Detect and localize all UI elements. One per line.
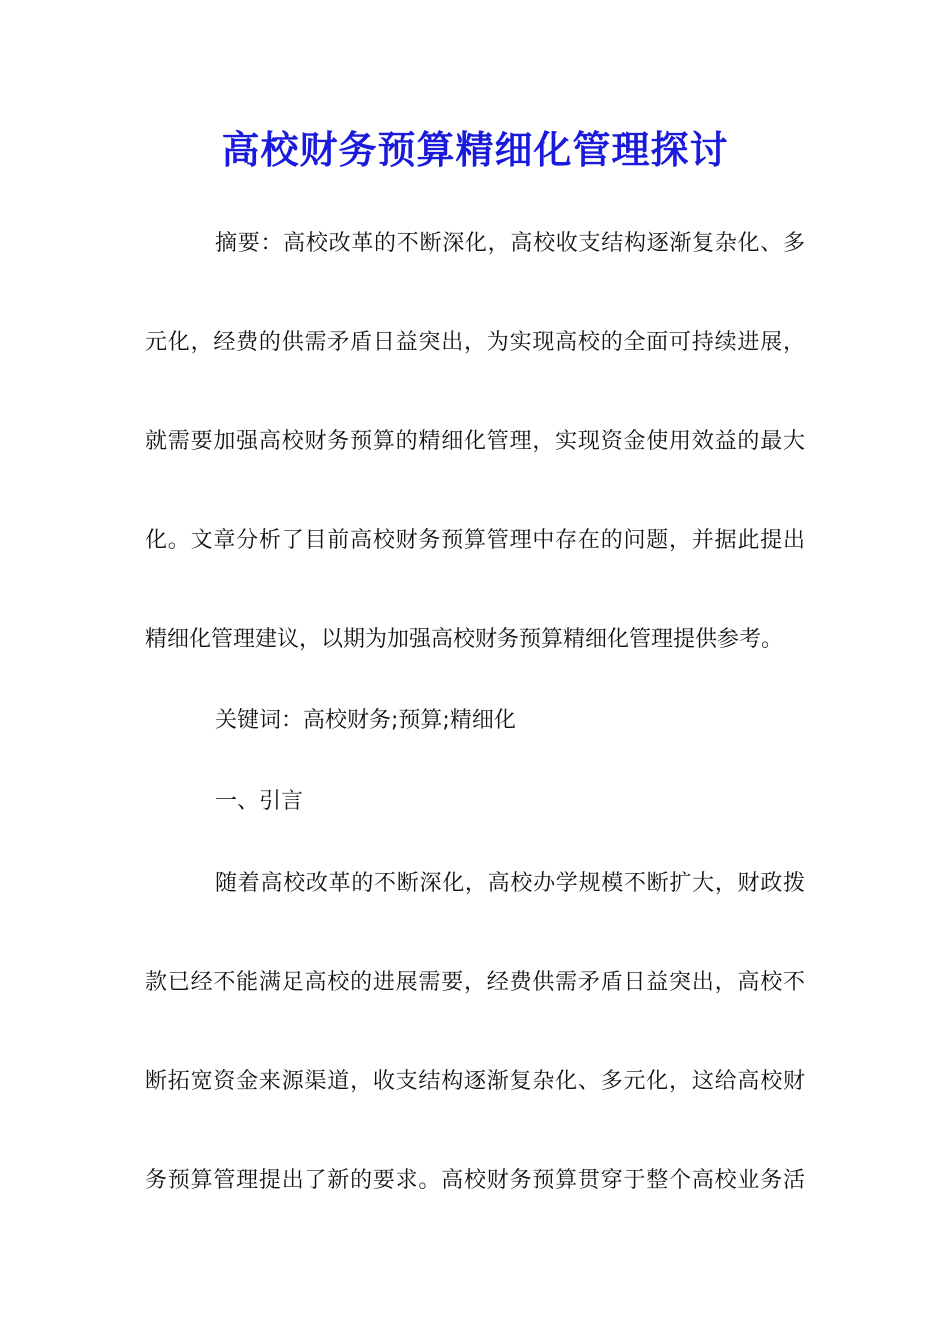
document-title: 高校财务预算精细化管理探讨 — [221, 127, 729, 172]
abstract-line-4: 化。文章分析了目前高校财务预算管理中存在的问题，并据此提出 — [145, 528, 805, 553]
keywords-line: 关键词：高校财务;预算;精细化 — [215, 708, 516, 733]
abstract-line-1: 摘要：高校改革的不断深化，高校收支结构逐渐复杂化、多 — [215, 231, 805, 256]
intro-line-4: 务预算管理提出了新的要求。高校财务预算贯穿于整个高校业务活 — [145, 1168, 805, 1193]
intro-line-3: 断拓宽资金来源渠道，收支结构逐渐复杂化、多元化，这给高校财 — [145, 1069, 805, 1094]
abstract-line-5: 精细化管理建议，以期为加强高校财务预算精细化管理提供参考。 — [145, 627, 784, 652]
intro-line-2: 款已经不能满足高校的进展需要，经费供需矛盾日益突出，高校不 — [145, 970, 805, 995]
abstract-line-2: 元化，经费的供需矛盾日益突出，为实现高校的全面可持续进展， — [145, 330, 805, 355]
section-heading: 一、引言 — [215, 789, 304, 814]
abstract-line-3: 就需要加强高校财务预算的精细化管理，实现资金使用效益的最大 — [145, 429, 805, 454]
intro-line-1: 随着高校改革的不断深化，高校办学规模不断扩大，财政拨 — [215, 871, 805, 896]
